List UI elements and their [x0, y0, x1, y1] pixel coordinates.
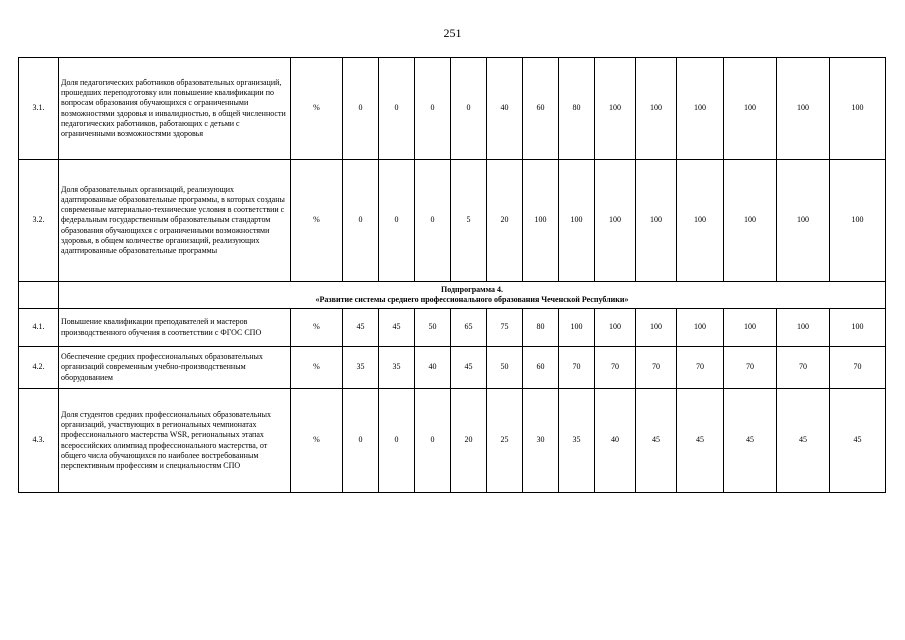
value-cell: 100: [777, 58, 830, 160]
value-cell: 70: [559, 347, 595, 389]
value-cell: 100: [595, 309, 636, 347]
value-cell: 45: [379, 309, 415, 347]
value-cell: 0: [415, 160, 451, 282]
value-cell: 40: [415, 347, 451, 389]
value-cell: 100: [559, 309, 595, 347]
value-cell: 100: [523, 160, 559, 282]
subprogram-number: Подпрограмма 4.: [440, 284, 504, 294]
value-cell: 40: [487, 58, 523, 160]
value-cell: 20: [487, 160, 523, 282]
value-cell: 45: [830, 389, 886, 493]
value-cell: 100: [677, 160, 724, 282]
value-cell: 100: [559, 160, 595, 282]
unit-cell: %: [291, 347, 343, 389]
subprogram-name: «Развитие системы среднего профессионального образования Чеченской Республики»: [315, 295, 629, 304]
value-cell: 100: [830, 58, 886, 160]
indicator-text: Доля образовательных организаций, реализующих адаптированные образовательные программы, в которых созданы современные материально-технические условия в соответствии с федеральным государственным образовательным стандартом образования обучающихся с ограниченными возможностями здоровья, в общем количестве организаций, реализующих адаптированные образовательные программы: [59, 160, 291, 282]
value-cell: 100: [724, 309, 777, 347]
empty-cell: [19, 282, 59, 309]
value-cell: 0: [379, 160, 415, 282]
value-cell: 70: [677, 347, 724, 389]
value-cell: 35: [559, 389, 595, 493]
value-cell: 45: [451, 347, 487, 389]
value-cell: 30: [523, 389, 559, 493]
value-cell: 45: [636, 389, 677, 493]
indicator-text: Доля педагогических работников образовательных организаций, прошедших переподготовку или повышение квалификации по вопросам образования обучающихся с ограниченными возможностями здоровья и инвалидностью, в общей численности педагогических работников, работающих с детьми с ограниченными возможностями здоровья: [59, 58, 291, 160]
value-cell: 0: [343, 58, 379, 160]
value-cell: 100: [777, 309, 830, 347]
value-cell: 70: [636, 347, 677, 389]
unit-cell: %: [291, 58, 343, 160]
value-cell: 100: [677, 309, 724, 347]
unit-cell: %: [291, 160, 343, 282]
value-cell: 80: [559, 58, 595, 160]
table-row: [19, 347, 886, 389]
value-cell: 45: [677, 389, 724, 493]
value-cell: 0: [343, 160, 379, 282]
value-cell: 0: [451, 58, 487, 160]
value-cell: 0: [415, 58, 451, 160]
table-row: [19, 160, 886, 282]
indicator-text: Повышение квалификации преподавателей и мастеров производственного обучения в соответствии с ФГОС СПО: [59, 309, 291, 347]
unit-cell: %: [291, 309, 343, 347]
value-cell: 0: [343, 389, 379, 493]
table-row: [19, 58, 886, 160]
value-cell: 45: [777, 389, 830, 493]
page-number: 251: [443, 26, 462, 40]
table-row: [19, 389, 886, 493]
value-cell: 25: [487, 389, 523, 493]
subprogram-header-row: [19, 282, 886, 309]
value-cell: 75: [487, 309, 523, 347]
value-cell: 0: [415, 389, 451, 493]
value-cell: 60: [523, 58, 559, 160]
value-cell: 100: [595, 160, 636, 282]
value-cell: 0: [379, 58, 415, 160]
value-cell: 80: [523, 309, 559, 347]
indicator-text: Обеспечение средних профессиональных образовательных организаций современным учебно-производственным оборудованием: [59, 347, 291, 389]
value-cell: 45: [343, 309, 379, 347]
value-cell: 5: [451, 160, 487, 282]
value-cell: 100: [830, 160, 886, 282]
value-cell: 35: [343, 347, 379, 389]
value-cell: 100: [677, 58, 724, 160]
subprogram-title: [59, 282, 886, 309]
value-cell: 100: [724, 58, 777, 160]
value-cell: 45: [724, 389, 777, 493]
value-cell: 65: [451, 309, 487, 347]
row-number: 4.3.: [19, 389, 59, 493]
value-cell: 50: [487, 347, 523, 389]
value-cell: 35: [379, 347, 415, 389]
value-cell: 100: [595, 58, 636, 160]
unit-cell: %: [291, 389, 343, 493]
row-number: 3.2.: [19, 160, 59, 282]
value-cell: 100: [636, 309, 677, 347]
value-cell: 100: [830, 309, 886, 347]
value-cell: 70: [724, 347, 777, 389]
row-number: 4.2.: [19, 347, 59, 389]
value-cell: 20: [451, 389, 487, 493]
indicators-table: [18, 57, 886, 493]
row-number: 4.1.: [19, 309, 59, 347]
value-cell: 70: [595, 347, 636, 389]
value-cell: 50: [415, 309, 451, 347]
indicator-text: Доля студентов средних профессиональных образовательных организаций, участвующих в региональных чемпионатах профессионального мастерства WSR, региональных этапах всероссийских олимпиад профессионального мастерства, от общего числа обучающихся по наиболее востребованным перспективным профессиям и специальностям СПО: [59, 389, 291, 493]
value-cell: 100: [636, 58, 677, 160]
value-cell: 70: [777, 347, 830, 389]
value-cell: 100: [636, 160, 677, 282]
value-cell: 60: [523, 347, 559, 389]
value-cell: 70: [830, 347, 886, 389]
table-row: [19, 309, 886, 347]
value-cell: 100: [724, 160, 777, 282]
value-cell: 0: [379, 389, 415, 493]
row-number: 3.1.: [19, 58, 59, 160]
value-cell: 40: [595, 389, 636, 493]
value-cell: 100: [777, 160, 830, 282]
